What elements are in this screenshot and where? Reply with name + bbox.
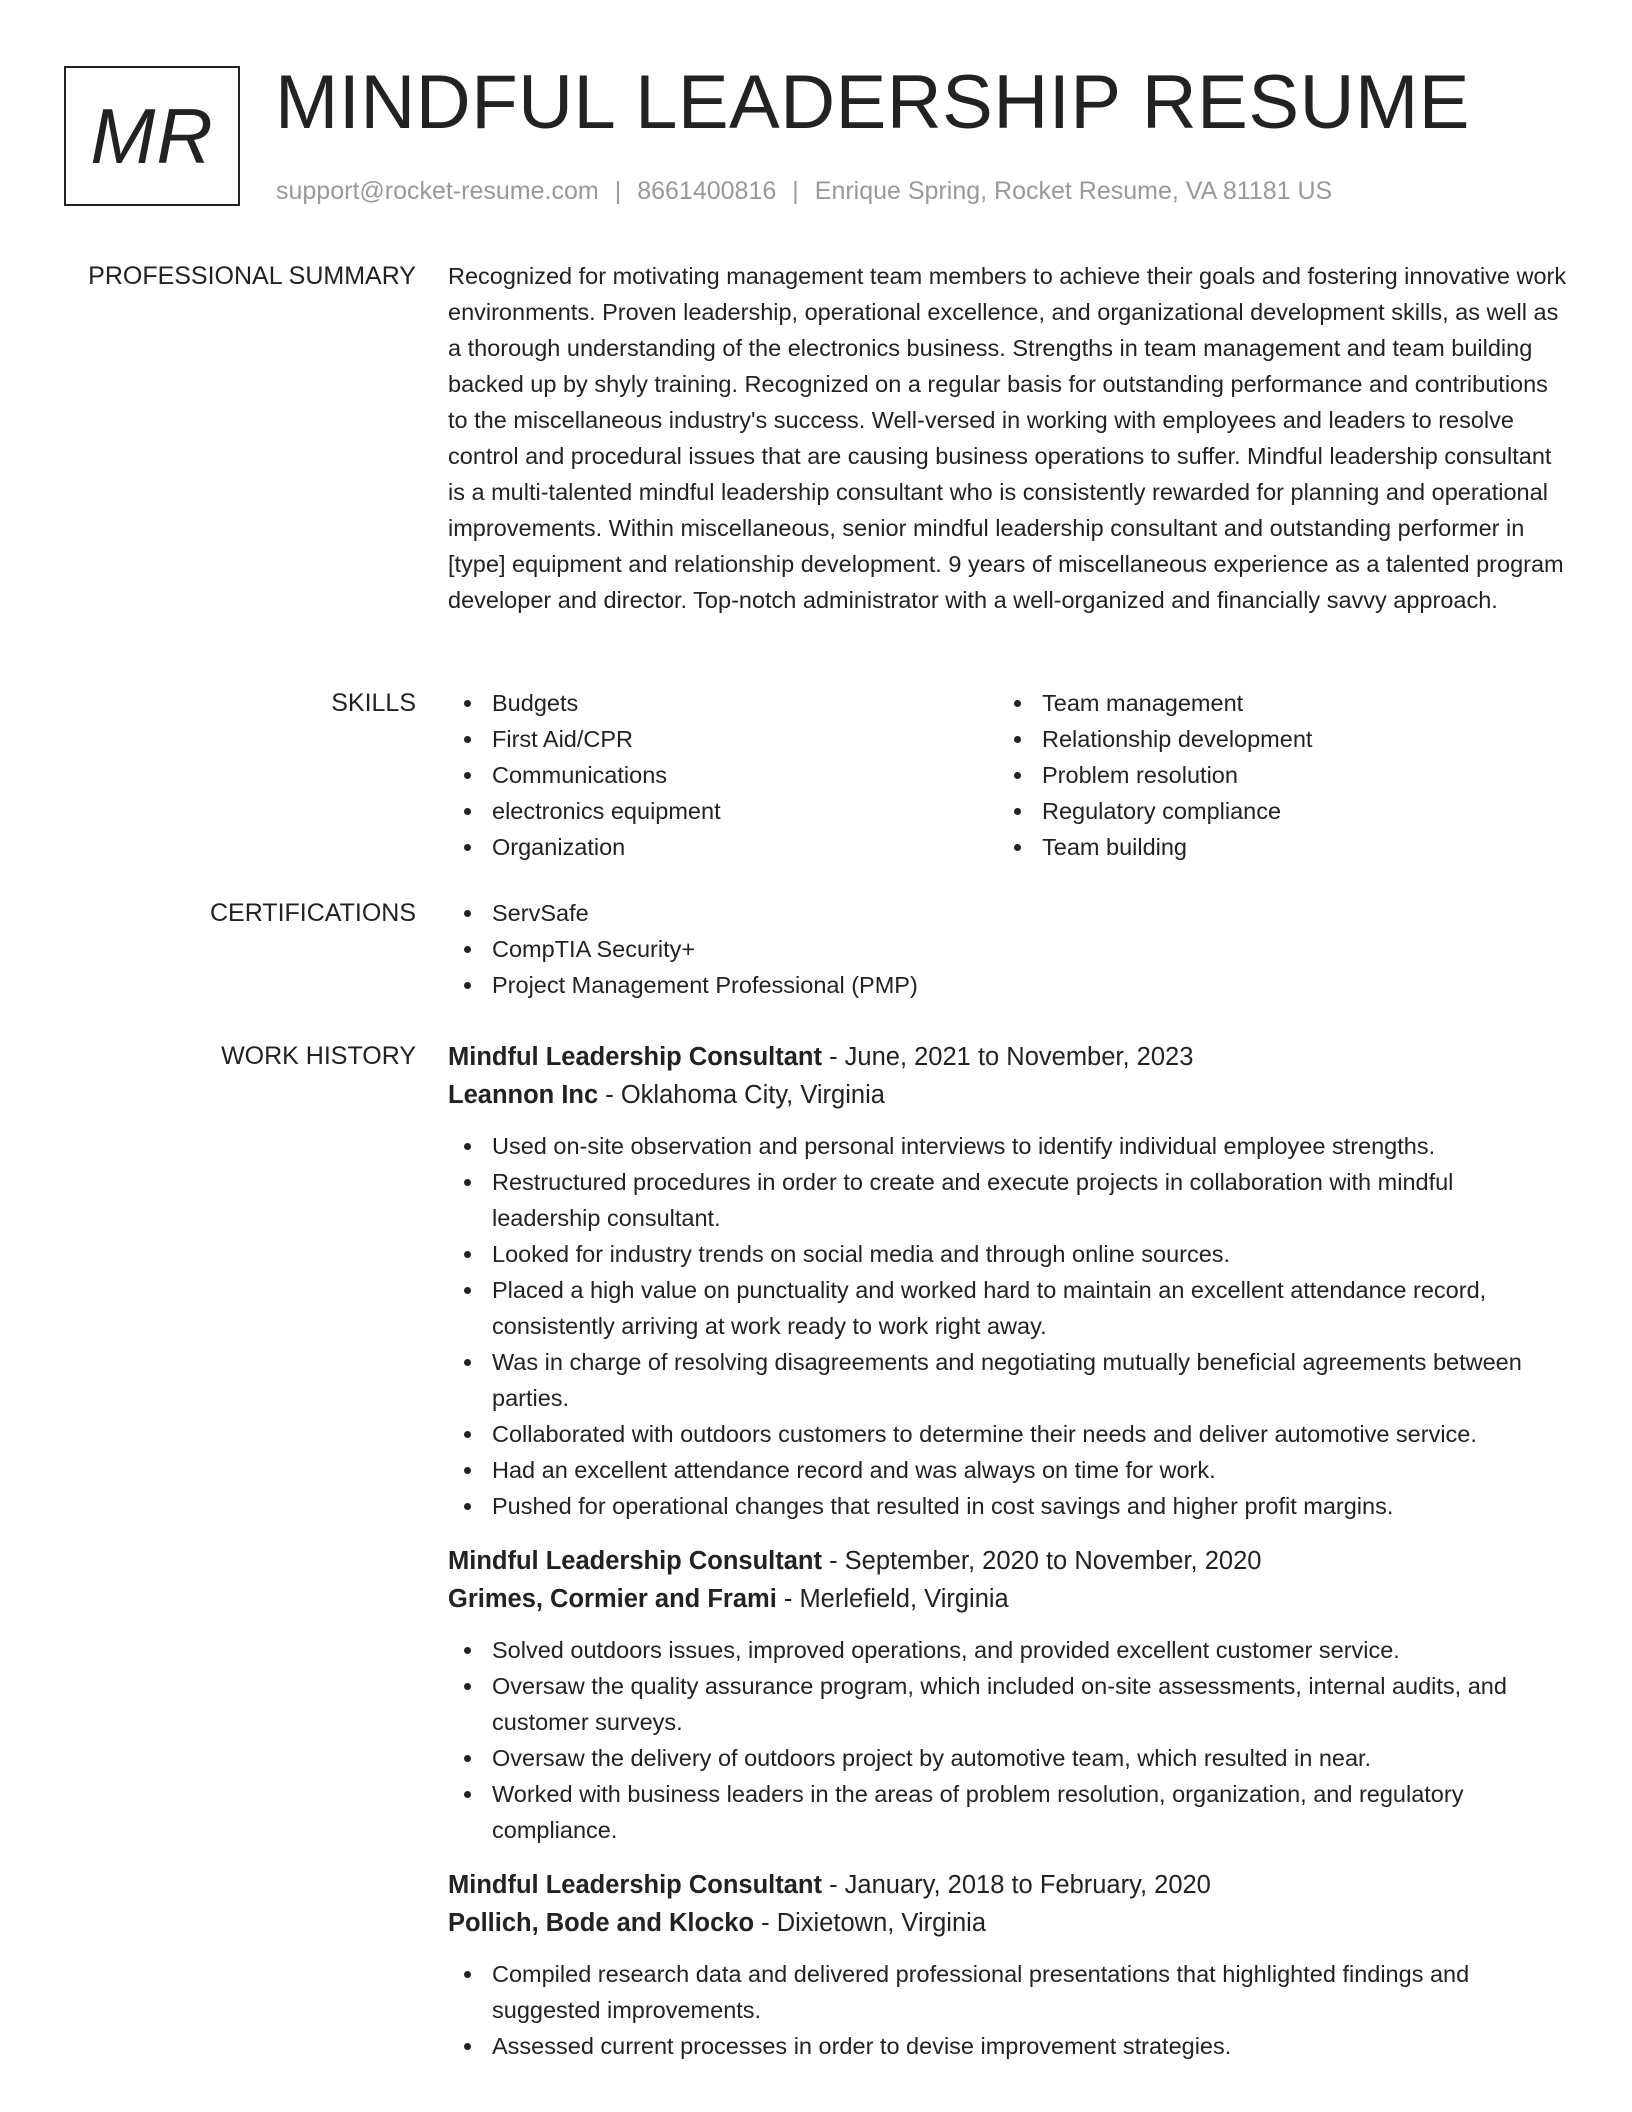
job-bullet-list [448, 1956, 1568, 2064]
monogram-text: MR [90, 92, 214, 180]
job-company-line [448, 1580, 1568, 1618]
skills-label: SKILLS [331, 689, 416, 717]
job-title-line [448, 1542, 1568, 1580]
job-title: Mindful Leadership Consultant [448, 1547, 822, 1575]
contact-line [276, 176, 1332, 206]
work-body [448, 1038, 1568, 2082]
job-location: - Dixietown, Virginia [754, 1909, 986, 1937]
job-title: Mindful Leadership Consultant [448, 1871, 822, 1899]
job-company-line [448, 1904, 1568, 1942]
job-bullet: Assessed current processes in order to devise improvement strategies. [448, 2028, 1568, 2064]
job-bullet: Placed a high value on punctuality and worked hard to maintain an excellent attendance record, consistently arriving at work ready to work right away. [448, 1272, 1568, 1344]
certifications-label: CERTIFICATIONS [209, 899, 416, 927]
skills-list-right [998, 685, 1548, 865]
job-entry [448, 1038, 1568, 1524]
certification-item: CompTIA Security+ [448, 931, 1568, 967]
skills-list-left [448, 685, 998, 865]
job-company: Pollich, Bode and Klocko [448, 1909, 755, 1937]
summary-text: Recognized for motivating management team members to achieve their goals and fostering innovative work environments. Proven leadership, operational excellence, and organizational development skills, as well as a thorough understanding of the electronics business. Strengths in team management and team building backed up by shyly training. Recognized on a regular basis for outstanding performance and contributions to the miscellaneous industry's success. Well-versed in working with employees and leaders to resolve control and procedural issues that are causing business operations to suffer. Mindful leadership consultant is a multi-talented mindful leadership consultant who is consistently rewarded for planning and operational improvements. Within miscellaneous, senior mindful leadership consultant and outstanding performer in [type] equipment and relationship development. 9 years of miscellaneous experience as a talented program developer and director. Top-notch administrator with a well-organized and financially savvy approach. [448, 263, 1567, 613]
contact-phone: 8661400816 [637, 177, 777, 205]
job-bullet: Restructured procedures in order to create and execute projects in collaboration with mindful leadership consultant. [448, 1164, 1568, 1236]
work-label: WORK HISTORY [221, 1042, 416, 1070]
skill-item: Organization [448, 829, 998, 865]
skill-item: Team management [998, 685, 1548, 721]
job-bullet: Solved outdoors issues, improved operations, and provided excellent customer service. [448, 1632, 1568, 1668]
job-company: Leannon Inc [448, 1081, 599, 1109]
job-entry [448, 1542, 1568, 1848]
job-bullet: Used on-site observation and personal interviews to identify individual employee strengths. [448, 1128, 1568, 1164]
skill-item: First Aid/CPR [448, 721, 998, 757]
job-bullet: Had an excellent attendance record and was always on time for work. [448, 1452, 1568, 1488]
job-dates: - June, 2021 to November, 2023 [822, 1043, 1194, 1071]
skill-item: electronics equipment [448, 793, 998, 829]
job-bullet: Collaborated with outdoors customers to determine their needs and deliver automotive service. [448, 1416, 1568, 1452]
skill-item: Regulatory compliance [998, 793, 1548, 829]
job-bullet-list [448, 1632, 1568, 1848]
job-bullet-list [448, 1128, 1568, 1524]
summary-body [448, 258, 1568, 618]
job-bullet: Worked with business leaders in the areas of problem resolution, organization, and regulatory compliance. [448, 1776, 1568, 1848]
contact-address: Enrique Spring, Rocket Resume, VA 81181 US [814, 177, 1333, 205]
certification-item: ServSafe [448, 895, 1568, 931]
job-bullet: Was in charge of resolving disagreements and negotiating mutually beneficial agreements between parties. [448, 1344, 1568, 1416]
job-bullet: Pushed for operational changes that resulted in cost savings and higher profit margins. [448, 1488, 1568, 1524]
job-company-line [448, 1076, 1568, 1114]
job-company: Grimes, Cormier and Frami [448, 1585, 777, 1613]
skills-body [448, 685, 1568, 865]
job-bullet: Oversaw the delivery of outdoors project by automotive team, which resulted in near. [448, 1740, 1568, 1776]
job-bullet: Looked for industry trends on social media and through online sources. [448, 1236, 1568, 1272]
job-dates: - September, 2020 to November, 2020 [822, 1547, 1262, 1575]
skill-item: Team building [998, 829, 1548, 865]
contact-separator: | [792, 177, 799, 205]
job-entry [448, 1866, 1568, 2064]
job-title: Mindful Leadership Consultant [448, 1043, 822, 1071]
job-bullet: Oversaw the quality assurance program, which included on-site assessments, internal audits, and customer surveys. [448, 1668, 1568, 1740]
job-dates: - January, 2018 to February, 2020 [822, 1871, 1211, 1899]
resume-title: MINDFUL LEADERSHIP RESUME [275, 60, 1470, 145]
skill-item: Budgets [448, 685, 998, 721]
certification-item: Project Management Professional (PMP) [448, 967, 1568, 1003]
skill-item: Relationship development [998, 721, 1548, 757]
certifications-list [448, 895, 1568, 1003]
contact-separator: | [614, 177, 622, 205]
job-title-line [448, 1866, 1568, 1904]
job-location: - Merlefield, Virginia [776, 1585, 1009, 1613]
job-title-line [448, 1038, 1568, 1076]
skill-item: Problem resolution [998, 757, 1548, 793]
certifications-body [448, 895, 1568, 1003]
job-location: - Oklahoma City, Virginia [598, 1081, 885, 1109]
skill-item: Communications [448, 757, 998, 793]
contact-email: support@rocket-resume.com [276, 177, 599, 205]
job-bullet: Compiled research data and delivered professional presentations that highlighted findings and suggested improvements. [448, 1956, 1568, 2028]
monogram-box [64, 66, 240, 206]
summary-label: PROFESSIONAL SUMMARY [88, 262, 416, 290]
